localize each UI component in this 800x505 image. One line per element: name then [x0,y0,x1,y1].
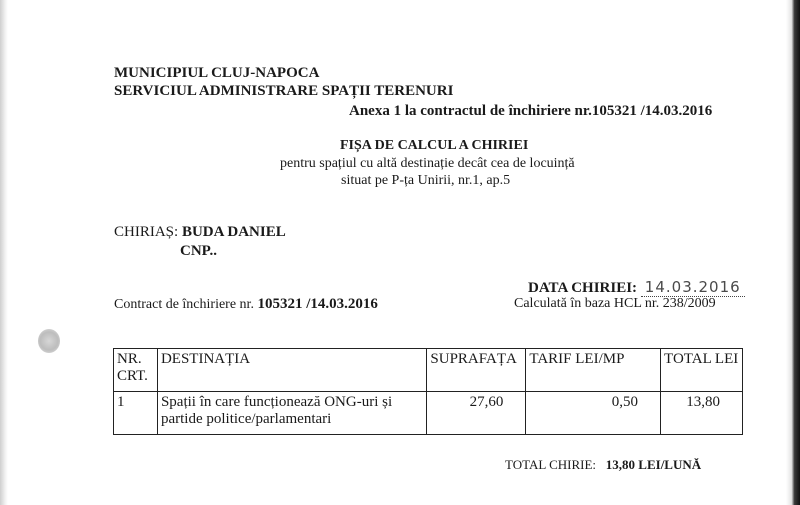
contract-number: 105321 /14.03.2016 [257,296,378,312]
cell-suprafata: 27,60 [427,392,526,435]
cell-destinatie: Spații în care funcționează ONG-uri și partide politice/parlamentari [157,392,426,435]
institution-name: MUNICIPIUL CLUJ-NAPOCA [114,65,320,81]
punch-hole [38,329,60,353]
scan-edge-left [0,0,8,505]
header-nr-crt: NR. CRT. [114,349,158,392]
total-rent-label: TOTAL CHIRIE: [505,457,597,472]
total-rent-value: 13,80 LEI/LUNĂ [605,457,702,472]
rent-date-value: 14.03.2016 [641,278,745,297]
department-name: SERVICIUL ADMINISTRARE SPAȚII TERENURI [114,83,454,99]
rent-date-label: DATA CHIRIEI: [528,280,638,296]
table-row [114,392,743,435]
cell-total: 13,80 [661,392,743,435]
table-header-row [114,349,743,392]
document-subtitle: pentru spațiul cu altă destinație decât cea de locuință [280,156,575,171]
contract-label: Contract de închiriere nr. [114,297,254,312]
cell-nr: 1 [114,392,158,435]
contract-line [114,296,378,313]
document-title: FIȘA DE CALCUL A CHIRIEI [340,138,529,153]
tenant-name: BUDA DANIEL [181,224,286,240]
tenant-label: CHIRIAȘ: [114,224,179,240]
rent-table [113,348,743,435]
header-suprafata: SUPRAFAȚA [427,349,526,392]
tenant-line [114,224,286,241]
scan-edge-right [786,0,800,505]
annex-reference: Anexa 1 la contractul de închiriere nr.105321 /14.03.2016 [349,103,713,119]
hcl-reference: Calculată în baza HCL nr. 238/2009 [514,296,716,311]
total-rent-line [505,457,701,473]
header-destinatie: DESTINAȚIA [157,349,426,392]
header-tarif: TARIF LEI/MP [526,349,661,392]
cell-tarif: 0,50 [526,392,661,435]
cnp-label: CNP.. [180,243,217,259]
property-address: situat pe P-ța Unirii, nr.1, ap.5 [341,173,511,188]
rent-date-line [528,278,745,297]
header-total: TOTAL LEI [661,349,743,392]
